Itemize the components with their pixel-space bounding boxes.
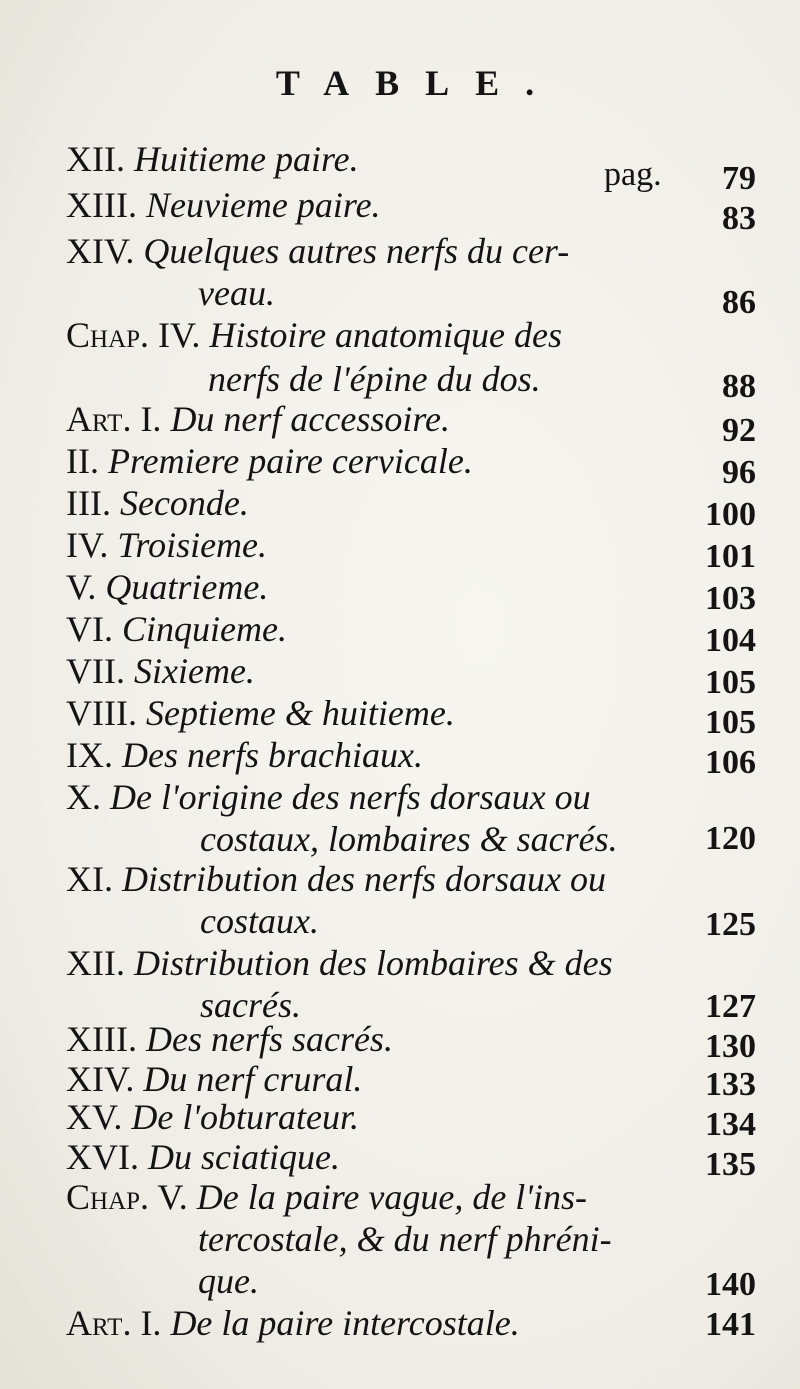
entry-continuation: nerfs de l'épine du dos.	[208, 359, 541, 399]
toc-entry	[66, 776, 756, 818]
entry-number: IV.	[66, 525, 109, 565]
pag-label: pag.	[604, 156, 662, 193]
toc-entry	[66, 734, 756, 776]
entry-title: Histoire anatomique des	[209, 315, 563, 355]
toc-entry	[66, 1136, 756, 1178]
entry-continuation: tercostale, & du nerf phréni-	[198, 1219, 612, 1259]
entry-title: Cinquieme.	[122, 609, 287, 649]
toc-entry	[66, 482, 756, 524]
entry-title: De la paire vague, de l'ins-	[196, 1177, 588, 1217]
toc-entry	[66, 942, 756, 984]
entry-title: Du nerf accessoire.	[170, 399, 451, 439]
entry-page: 88	[722, 368, 756, 405]
toc-entry	[66, 566, 756, 608]
entry-number: II.	[66, 441, 99, 481]
entry-title: Des nerfs brachiaux.	[122, 735, 423, 775]
entry-number: XVI.	[66, 1137, 139, 1177]
entry-title: Sixieme.	[133, 651, 255, 691]
entry-number: XIII.	[66, 1019, 137, 1059]
entry-number: Chap. IV.	[66, 315, 201, 355]
entry-page: 96	[722, 454, 756, 491]
page-title: TABLE.	[275, 63, 561, 103]
entry-title: Troisieme.	[117, 525, 268, 565]
entry-page: 135	[705, 1146, 756, 1183]
entry-page: 83	[722, 200, 756, 237]
entry-page: 140	[705, 1266, 756, 1303]
toc-entry	[66, 1058, 756, 1100]
entry-continuation: que.	[198, 1261, 259, 1301]
toc-entry	[66, 398, 756, 440]
entry-number: VII.	[66, 651, 125, 691]
entry-title: Des nerfs sacrés.	[145, 1019, 393, 1059]
entry-number: Art. I.	[66, 399, 162, 439]
entry-title: De l'origine des nerfs dorsaux ou	[110, 777, 591, 817]
entry-continuation: costaux, lombaires & sacrés.	[200, 819, 618, 859]
entry-page: 127	[705, 988, 756, 1025]
toc-entry	[66, 1176, 756, 1218]
toc-entry	[66, 440, 756, 482]
entry-page: 103	[705, 580, 756, 617]
toc-entry	[66, 184, 756, 226]
entry-page: 101	[705, 538, 756, 575]
toc-entry	[66, 608, 756, 650]
entry-page: 133	[705, 1066, 756, 1103]
entry-title: Distribution des nerfs dorsaux ou	[122, 859, 607, 899]
entry-title: De la paire intercostale.	[170, 1303, 520, 1343]
entry-number: IX.	[66, 735, 113, 775]
entry-page: 86	[722, 284, 756, 321]
entry-number: XIV.	[66, 231, 135, 271]
entry-title: Du sciatique.	[147, 1137, 340, 1177]
toc-entry	[66, 858, 756, 900]
toc-entry	[66, 1096, 756, 1138]
entry-page: 105	[705, 704, 756, 741]
entry-title: Quelques autres nerfs du cer-	[143, 231, 570, 271]
toc-entry	[66, 1018, 756, 1060]
toc-entry	[66, 692, 756, 734]
entry-number: III.	[66, 483, 111, 523]
entry-page: 134	[705, 1106, 756, 1143]
entry-title: Huitieme paire.	[133, 139, 359, 179]
entry-number: Chap. V.	[66, 1177, 188, 1217]
entry-number: XIV.	[66, 1059, 135, 1099]
entry-title: De l'obturateur.	[131, 1097, 360, 1137]
entry-page: 141	[705, 1306, 756, 1343]
entry-number: V.	[66, 567, 97, 607]
entry-title: Distribution des lombaires & des	[133, 943, 613, 983]
entry-page: 106	[705, 744, 756, 781]
entry-number: XIII.	[66, 185, 137, 225]
entry-page: 92	[722, 412, 756, 449]
entry-continuation: veau.	[198, 273, 275, 313]
entry-number: Art. I.	[66, 1303, 162, 1343]
entry-title: Premiere paire cervicale.	[107, 441, 473, 481]
entry-title: Neuvieme paire.	[145, 185, 381, 225]
entry-number: VI.	[66, 609, 113, 649]
toc-entry	[66, 1302, 756, 1344]
entry-page: 125	[705, 906, 756, 943]
entry-number: X.	[66, 777, 101, 817]
entry-title: Seconde.	[119, 483, 249, 523]
entry-continuation: costaux.	[200, 901, 319, 941]
entry-page: 79	[722, 160, 756, 197]
entry-number: XII.	[66, 139, 125, 179]
toc-entry	[66, 314, 756, 356]
toc-entry	[66, 524, 756, 566]
entry-page: 104	[705, 622, 756, 659]
entry-page: 100	[705, 496, 756, 533]
entry-number: XV.	[66, 1097, 123, 1137]
entry-title: Quatrieme.	[105, 567, 269, 607]
entry-page: 105	[705, 664, 756, 701]
entry-page: 130	[705, 1028, 756, 1065]
entry-title: Du nerf crural.	[143, 1059, 363, 1099]
entry-page: 120	[705, 820, 756, 857]
entry-number: VIII.	[66, 693, 137, 733]
toc-entry	[66, 650, 756, 692]
entry-title: Septieme & huitieme.	[145, 693, 455, 733]
entry-number: XII.	[66, 943, 125, 983]
entry-continuation: sacrés.	[200, 985, 301, 1025]
toc-entry	[66, 230, 756, 272]
entry-number: XI.	[66, 859, 113, 899]
